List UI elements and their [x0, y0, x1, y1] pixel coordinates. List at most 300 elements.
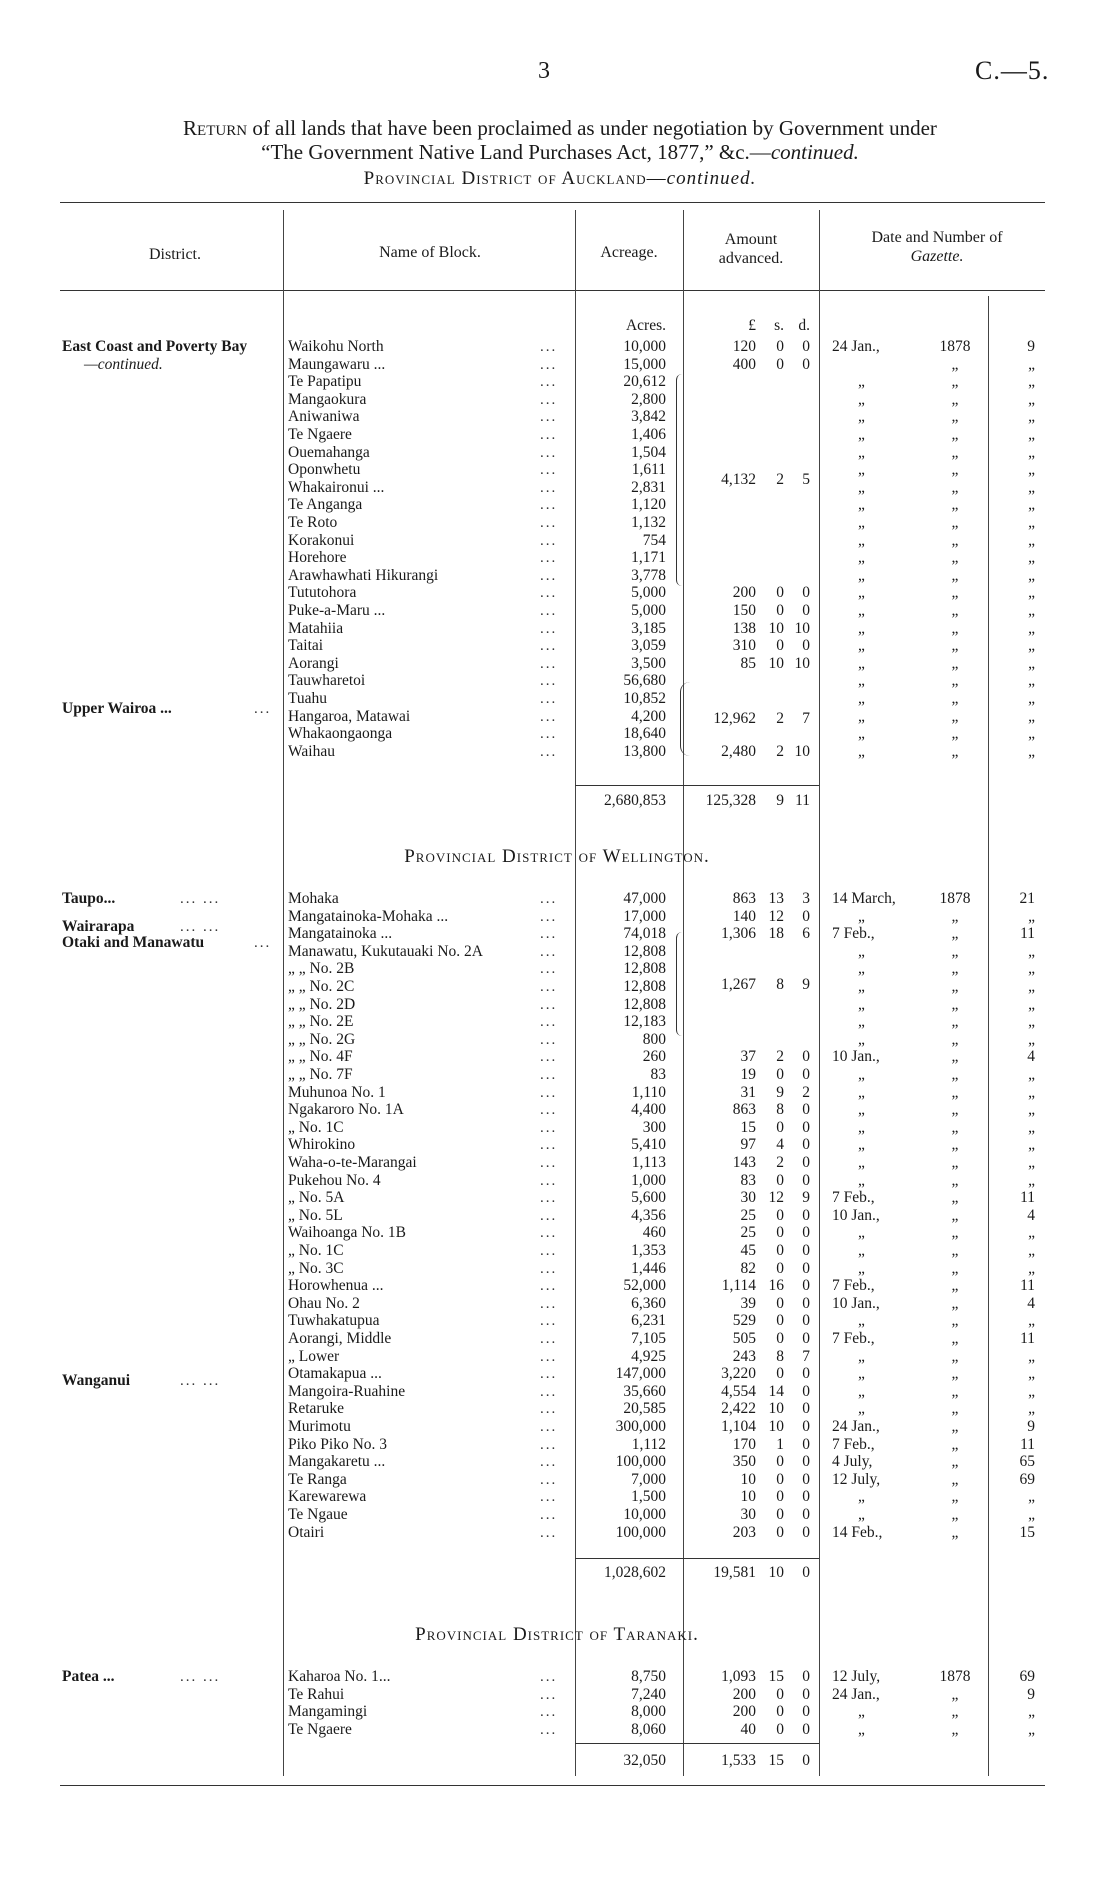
shillings-cell: 2	[776, 1048, 784, 1066]
gazette-date-cell: „	[858, 1118, 865, 1136]
gazette-number-cell: „	[1028, 566, 1035, 584]
acreage-cell: 5,410	[631, 1136, 666, 1154]
gazette-year-cell: „	[951, 925, 959, 943]
block-name: Waihau	[288, 742, 335, 760]
pounds-cell: 529	[732, 1312, 756, 1330]
pounds-cell: 170	[732, 1435, 756, 1453]
pounds-cell: 10	[740, 1488, 756, 1506]
col-header-gazette	[822, 228, 1052, 266]
gazette-year-cell: „	[951, 1382, 959, 1400]
pence-cell: 0	[802, 1400, 810, 1418]
pence-cell: 0	[802, 1171, 810, 1189]
acreage-cell: 4,200	[631, 707, 666, 725]
shillings-cell: 8	[776, 1347, 784, 1365]
gazette-number-cell: 11	[1020, 1435, 1035, 1453]
shillings-cell: 14	[768, 1382, 784, 1400]
pounds-cell: 1,306	[721, 925, 756, 943]
taranaki-total-shillings: 15	[768, 1752, 784, 1769]
shillings-cell: 0	[776, 1365, 784, 1383]
gazette-number-cell: 11	[1020, 1189, 1035, 1207]
row-leader: ...	[540, 1155, 558, 1171]
auckland-total-shillings: 9	[776, 792, 784, 809]
row-leader: ...	[540, 1119, 558, 1136]
gazette-number-cell: 4	[1027, 1294, 1035, 1312]
block-name: „ „ No. 7F	[288, 1066, 353, 1083]
shillings-cell: 4	[776, 1136, 784, 1154]
section-title-taranaki: Provincial District of Taranaki.	[415, 1624, 699, 1645]
gazette-year-cell: „	[951, 478, 959, 496]
gazette-number-cell: 11	[1020, 1330, 1035, 1347]
gazette-year-cell: „	[951, 1703, 959, 1721]
gazette-date-cell: 24 Jan.,	[832, 1418, 880, 1435]
table-bottom-rule	[60, 1785, 1045, 1786]
pence-cell: 0	[802, 1101, 810, 1119]
pence-cell: 0	[802, 1506, 810, 1523]
acreage-cell: 20,612	[623, 373, 666, 391]
col-header-amount-l1: Amount	[724, 231, 778, 248]
pence-cell: 0	[802, 1312, 810, 1330]
gazette-number-cell: „	[1028, 426, 1035, 443]
row-leader: ...	[540, 1366, 558, 1383]
group-auckland-1-shillings: 2	[776, 471, 784, 488]
gazette-number-cell: 21	[1019, 890, 1035, 907]
acreage-cell: 12,808	[623, 942, 666, 960]
block-name: Taitai	[288, 637, 324, 655]
brace-wellington	[676, 932, 689, 1036]
group-wellington-pence: 9	[802, 976, 810, 993]
col-header-amount-l2: advanced.	[718, 250, 784, 267]
pence-cell: 0	[802, 1685, 810, 1703]
pounds-cell: 82	[740, 1259, 756, 1277]
group-auckland-2-shillings: 2	[776, 710, 784, 727]
shillings-cell: 0	[776, 1330, 784, 1347]
group-auckland-2-pounds: 12,962	[713, 710, 756, 727]
gazette-year-cell: „	[951, 1189, 959, 1207]
gazette-date-cell: „	[858, 1224, 865, 1242]
col-header-gazette-l2: Gazette.	[910, 248, 964, 265]
row-leader: ...	[540, 673, 558, 690]
pounds-cell: 2,422	[721, 1400, 756, 1418]
gazette-year-cell: „	[951, 426, 959, 443]
pounds-cell: 31	[740, 1083, 756, 1101]
gazette-number-cell: „	[1028, 373, 1035, 391]
shillings-cell: 0	[776, 1703, 784, 1721]
gazette-date-cell: 7 Feb.,	[832, 1435, 875, 1453]
row-leader: ...	[540, 1401, 558, 1418]
gazette-year-cell: „	[951, 355, 959, 373]
gazette-number-cell: „	[1028, 960, 1035, 978]
row-leader: ...	[540, 908, 558, 925]
shillings-cell: 0	[776, 1118, 784, 1136]
block-name: Te Rahui	[288, 1685, 345, 1703]
gazette-date-cell: „	[858, 1030, 865, 1048]
block-name: Mangoira-Ruahine	[288, 1382, 406, 1400]
row-leader: ...	[540, 515, 558, 531]
pence-cell: 0	[802, 1277, 810, 1295]
gazette-year-cell: „	[951, 1083, 959, 1101]
gazette-date-cell: „	[858, 566, 865, 584]
block-name: Horowhenua ...	[288, 1277, 384, 1295]
shillings-cell: 0	[776, 1720, 784, 1738]
shillings-cell: 0	[776, 602, 784, 619]
gazette-number-cell: „	[1028, 602, 1035, 619]
gazette-year-cell: „	[951, 690, 959, 707]
row-leader: ...	[540, 620, 558, 637]
gazette-number-cell: „	[1028, 514, 1035, 531]
pence-cell: 10	[794, 742, 810, 760]
acreage-cell: 1,113	[631, 1154, 666, 1171]
gazette-date-cell: 10 Jan.,	[832, 1206, 880, 1224]
gazette-year-cell: „	[951, 1312, 959, 1330]
row-leader: ...	[540, 1031, 558, 1048]
gazette-number-cell: „	[1028, 443, 1035, 461]
pounds-cell: 45	[740, 1242, 756, 1259]
acreage-cell: 56,680	[623, 672, 666, 690]
gazette-year-cell: „	[951, 1330, 959, 1347]
gazette-year-cell: „	[951, 725, 959, 743]
gazette-number-cell: 11	[1020, 925, 1035, 943]
gazette-number-cell: „	[1028, 549, 1035, 567]
gazette-number-cell: „	[1028, 1720, 1035, 1738]
gazette-year-cell: „	[951, 637, 959, 655]
pence-cell: 0	[802, 1154, 810, 1171]
pounds-cell: 30	[740, 1506, 756, 1523]
title-line2: “The Government Native Land Purchases Act, 1877,” &c.—	[261, 140, 771, 164]
row-leader: ...	[540, 943, 558, 960]
wellington-total-pounds: 19,581	[713, 1564, 756, 1581]
row-leader: ...	[540, 1049, 558, 1066]
shillings-cell: 0	[776, 1294, 784, 1312]
section-title-auckland	[60, 168, 1060, 190]
gazette-year-cell: „	[951, 1418, 959, 1435]
pounds-cell: 10	[740, 1470, 756, 1488]
row-leader: ...	[540, 979, 558, 995]
pence-cell: 10	[794, 619, 810, 637]
block-name: Waha-o-te-Marangai	[288, 1154, 417, 1171]
pence-cell: 0	[802, 584, 810, 602]
pounds-cell: 140	[732, 907, 756, 925]
row-leader: ...	[540, 1278, 558, 1295]
pence-cell: 0	[802, 1365, 810, 1383]
acreage-cell: 13,800	[623, 742, 666, 760]
shillings-cell: 15	[768, 1668, 784, 1685]
pence-cell: 0	[802, 1066, 810, 1083]
row-leader: ...	[540, 926, 558, 943]
acreage-cell: 1,132	[631, 514, 666, 531]
row-leader: ...	[540, 356, 558, 373]
gazette-year-cell: „	[951, 1294, 959, 1312]
block-name: Maungawaru ...	[288, 355, 386, 373]
block-name: Korakonui	[288, 531, 355, 549]
pence-cell: 0	[802, 1470, 810, 1488]
row-leader: ...	[540, 462, 558, 479]
col-rule-2	[575, 210, 576, 1776]
subtitle-italic: continued.	[666, 168, 757, 189]
pence-cell: 0	[802, 1720, 810, 1738]
acreage-cell: 8,750	[631, 1668, 666, 1685]
gazette-number-cell: „	[1028, 690, 1035, 707]
row-leader: ...	[540, 391, 558, 408]
gazette-number-cell: „	[1028, 461, 1035, 479]
gazette-date-cell: „	[858, 637, 865, 655]
acreage-cell: 2,831	[631, 478, 666, 496]
block-name: Aniwaniwa	[288, 408, 360, 426]
gazette-number-cell: 9	[1027, 1418, 1035, 1435]
acreage-cell: 52,000	[623, 1277, 666, 1295]
gazette-number-cell: „	[1028, 1013, 1035, 1031]
acreage-cell: 1,112	[631, 1435, 666, 1453]
pence-cell: 0	[802, 1523, 810, 1541]
gazette-date-cell: 7 Feb.,	[832, 1330, 875, 1347]
gazette-number-cell: „	[1028, 1488, 1035, 1506]
gazette-date-cell: „	[858, 707, 865, 725]
auckland-total-pence: 11	[795, 792, 810, 809]
acreage-cell: 1,110	[631, 1083, 666, 1101]
shillings-cell: 2	[776, 742, 784, 760]
block-name: Ohau No. 2	[288, 1294, 360, 1312]
gazette-date-cell: „	[858, 1488, 865, 1506]
gazette-date-cell: „	[858, 1365, 865, 1383]
pounds-cell: 83	[740, 1171, 756, 1189]
row-leader: ...	[540, 891, 558, 907]
gazette-year-cell: „	[951, 443, 959, 461]
acreage-cell: 100,000	[615, 1453, 666, 1471]
acreage-cell: 8,000	[631, 1703, 666, 1721]
acreage-cell: 12,808	[623, 960, 666, 978]
block-name: Otairi	[288, 1523, 325, 1541]
gazette-number-cell: „	[1028, 995, 1035, 1013]
pounds-cell: 350	[732, 1453, 756, 1471]
gazette-number-cell: „	[1028, 978, 1035, 995]
shillings-cell: 0	[776, 355, 784, 373]
pence-cell: 0	[802, 1118, 810, 1136]
row-leader: ...	[540, 691, 558, 707]
gazette-number-cell: „	[1028, 355, 1035, 373]
row-leader: ...	[540, 638, 558, 655]
gazette-number-cell: „	[1028, 637, 1035, 655]
gazette-number-cell: „	[1028, 496, 1035, 514]
gazette-number-cell: „	[1028, 1259, 1035, 1277]
gazette-number-cell: „	[1028, 1382, 1035, 1400]
pounds-cell: 2,480	[721, 742, 756, 760]
block-name: Oponwhetu	[288, 461, 361, 479]
gazette-number-cell: „	[1028, 584, 1035, 602]
pence-cell: 0	[802, 1048, 810, 1066]
block-name: „ „ No. 2D	[288, 995, 356, 1013]
acreage-cell: 3,185	[631, 619, 666, 637]
gazette-date-cell: „	[858, 942, 865, 960]
gazette-number-cell: „	[1028, 1312, 1035, 1330]
gazette-number-cell: „	[1028, 1101, 1035, 1119]
block-name: Ngakaroro No. 1A	[288, 1101, 404, 1119]
pounds-cell: 243	[732, 1347, 756, 1365]
row-leader: ...	[540, 1295, 558, 1312]
block-name: Tuwhakatupua	[288, 1312, 380, 1330]
gazette-year-cell: „	[951, 1488, 959, 1506]
acreage-cell: 460	[642, 1224, 666, 1242]
district-taupo-leader: ... ...	[180, 891, 221, 907]
row-leader: ...	[540, 409, 558, 426]
gazette-number-cell: „	[1028, 907, 1035, 925]
district-otaki-leader: ...	[254, 935, 272, 951]
pounds-cell: 19	[740, 1066, 756, 1083]
pence-cell: 0	[802, 1294, 810, 1312]
acreage-cell: 300,000	[615, 1418, 666, 1435]
col-header-gazette-l1: Date and Number of	[871, 229, 1003, 246]
pence-cell: 0	[802, 602, 810, 619]
gazette-number-cell: „	[1028, 707, 1035, 725]
gazette-date-cell: 14 Feb.,	[832, 1523, 883, 1541]
district-patea: Patea ...	[62, 1668, 115, 1685]
taranaki-total-acres: 32,050	[623, 1752, 666, 1769]
row-leader: ...	[540, 1454, 558, 1471]
gazette-date-cell: „	[858, 907, 865, 925]
gazette-year-cell: „	[951, 742, 959, 760]
gazette-number-cell: 4	[1027, 1048, 1035, 1066]
pounds-cell: 138	[732, 619, 756, 637]
gazette-year-cell: „	[951, 1224, 959, 1242]
district-wairarapa: Wairarapa	[62, 918, 135, 935]
pounds-cell: 97	[740, 1136, 756, 1154]
gazette-year-cell: „	[951, 907, 959, 925]
row-leader: ...	[540, 567, 558, 584]
district-wanganui-leader: ... ...	[180, 1373, 221, 1389]
acreage-cell: 3,778	[631, 566, 666, 584]
pence-cell: 7	[802, 1347, 810, 1365]
gazette-date-cell: „	[858, 373, 865, 391]
block-name: „ „ No. 2E	[288, 1013, 354, 1031]
gazette-date-cell: 10 Jan.,	[832, 1294, 880, 1312]
gazette-year-cell: „	[951, 654, 959, 672]
shillings-cell: 0	[776, 1488, 784, 1506]
table-header-rule	[60, 290, 1045, 291]
gazette-number-cell: „	[1028, 531, 1035, 549]
block-name: „ „ No. 2C	[288, 978, 355, 995]
gazette-year-cell: „	[951, 995, 959, 1013]
pence-cell: 0	[802, 338, 810, 355]
pounds-cell: 200	[732, 1703, 756, 1721]
row-leader: ...	[540, 1207, 558, 1224]
row-leader: ...	[540, 708, 558, 725]
units-pence: d.	[798, 317, 810, 334]
title-line1: of all lands that have been proclaimed as under negotiation by Government under	[247, 116, 937, 140]
gazette-year-cell: „	[951, 1118, 959, 1136]
pounds-cell: 30	[740, 1189, 756, 1207]
gazette-number-cell: „	[1028, 1154, 1035, 1171]
block-name: Murimotu	[288, 1418, 351, 1435]
block-name: Piko Piko No. 3	[288, 1435, 388, 1453]
gazette-date-cell: „	[858, 960, 865, 978]
block-name: Mangatainoka-Mohaka ...	[288, 907, 449, 925]
row-leader: ...	[540, 427, 558, 443]
pounds-cell: 505	[732, 1330, 756, 1347]
title-caps: Return	[183, 116, 248, 140]
gazette-date-cell: 7 Feb.,	[832, 1189, 875, 1207]
gazette-number-cell: „	[1028, 1224, 1035, 1242]
gazette-date-cell: „	[858, 408, 865, 426]
shillings-cell: 0	[776, 1470, 784, 1488]
gazette-year-cell: „	[951, 584, 959, 602]
row-leader: ...	[540, 1260, 558, 1277]
gazette-date-cell: „	[858, 1259, 865, 1277]
block-name: Kaharoa No. 1...	[288, 1668, 391, 1685]
gazette-date-cell: „	[858, 426, 865, 443]
block-name: Waihoanga No. 1B	[288, 1224, 406, 1242]
pence-cell: 3	[802, 890, 810, 907]
gazette-year-cell: „	[951, 1435, 959, 1453]
acreage-cell: 12,808	[623, 978, 666, 995]
acreage-cell: 6,360	[631, 1294, 666, 1312]
district-east-coast: East Coast and Poverty Bay	[62, 338, 248, 355]
block-name: Te Roto	[288, 514, 338, 531]
shillings-cell: 12	[768, 907, 784, 925]
gazette-date-cell: „	[858, 1382, 865, 1400]
gazette-date-cell: „	[858, 1171, 865, 1189]
col-header-amount	[686, 230, 816, 268]
gazette-year-cell: „	[951, 960, 959, 978]
shillings-cell: 1	[776, 1435, 784, 1453]
gazette-year-cell: „	[951, 1400, 959, 1418]
gazette-number-cell: „	[1028, 942, 1035, 960]
row-leader: ...	[540, 1471, 558, 1488]
gazette-year-cell: „	[951, 1347, 959, 1365]
pence-cell: 0	[802, 1703, 810, 1721]
gazette-date-cell: „	[858, 531, 865, 549]
gazette-date-cell: „	[858, 690, 865, 707]
wellington-total-rule	[575, 1558, 819, 1559]
gazette-year-cell: „	[951, 1365, 959, 1383]
shillings-cell: 12	[768, 1189, 784, 1207]
pence-cell: 0	[802, 1488, 810, 1506]
taranaki-total-rule	[575, 1743, 819, 1744]
block-name: Horehore	[288, 549, 347, 567]
block-name: Manawatu, Kukutauaki No. 2A	[288, 942, 483, 960]
row-leader: ...	[540, 532, 558, 549]
row-leader: ...	[540, 996, 558, 1013]
gazette-date-cell: 7 Feb.,	[832, 925, 875, 943]
pence-cell: 0	[802, 1259, 810, 1277]
pounds-cell: 3,220	[721, 1365, 756, 1383]
gazette-date-cell: „	[858, 1013, 865, 1031]
gazette-number-cell: „	[1028, 654, 1035, 672]
block-name: Tuahu	[288, 690, 328, 707]
gazette-year-cell: „	[951, 1506, 959, 1523]
acreage-cell: 17,000	[623, 907, 666, 925]
gazette-date-cell: „	[858, 1347, 865, 1365]
row-leader: ...	[540, 550, 558, 567]
gazette-year-cell: „	[951, 1206, 959, 1224]
wellington-total-shillings: 10	[768, 1564, 784, 1581]
shillings-cell: 0	[776, 1506, 784, 1523]
district-east-coast-continued: —continued.	[84, 356, 163, 373]
gazette-date-cell: „	[858, 390, 865, 408]
gazette-date-cell: „	[858, 514, 865, 531]
pence-cell: 0	[802, 1136, 810, 1154]
gazette-date-cell: „	[858, 995, 865, 1013]
pounds-cell: 200	[732, 1685, 756, 1703]
row-leader: ...	[540, 1137, 558, 1154]
acreage-cell: 1,171	[631, 549, 666, 567]
row-leader: ...	[540, 1489, 558, 1506]
pence-cell: 9	[802, 1189, 810, 1207]
block-name: Mangatainoka ...	[288, 925, 393, 943]
acreage-cell: 47,000	[623, 890, 666, 907]
row-leader: ...	[540, 1436, 558, 1453]
row-leader: ...	[540, 1313, 558, 1330]
subtitle-text: Provincial District of Auckland—	[363, 168, 667, 189]
shillings-cell: 0	[776, 1312, 784, 1330]
group-auckland-1-pence: 5	[802, 471, 810, 488]
